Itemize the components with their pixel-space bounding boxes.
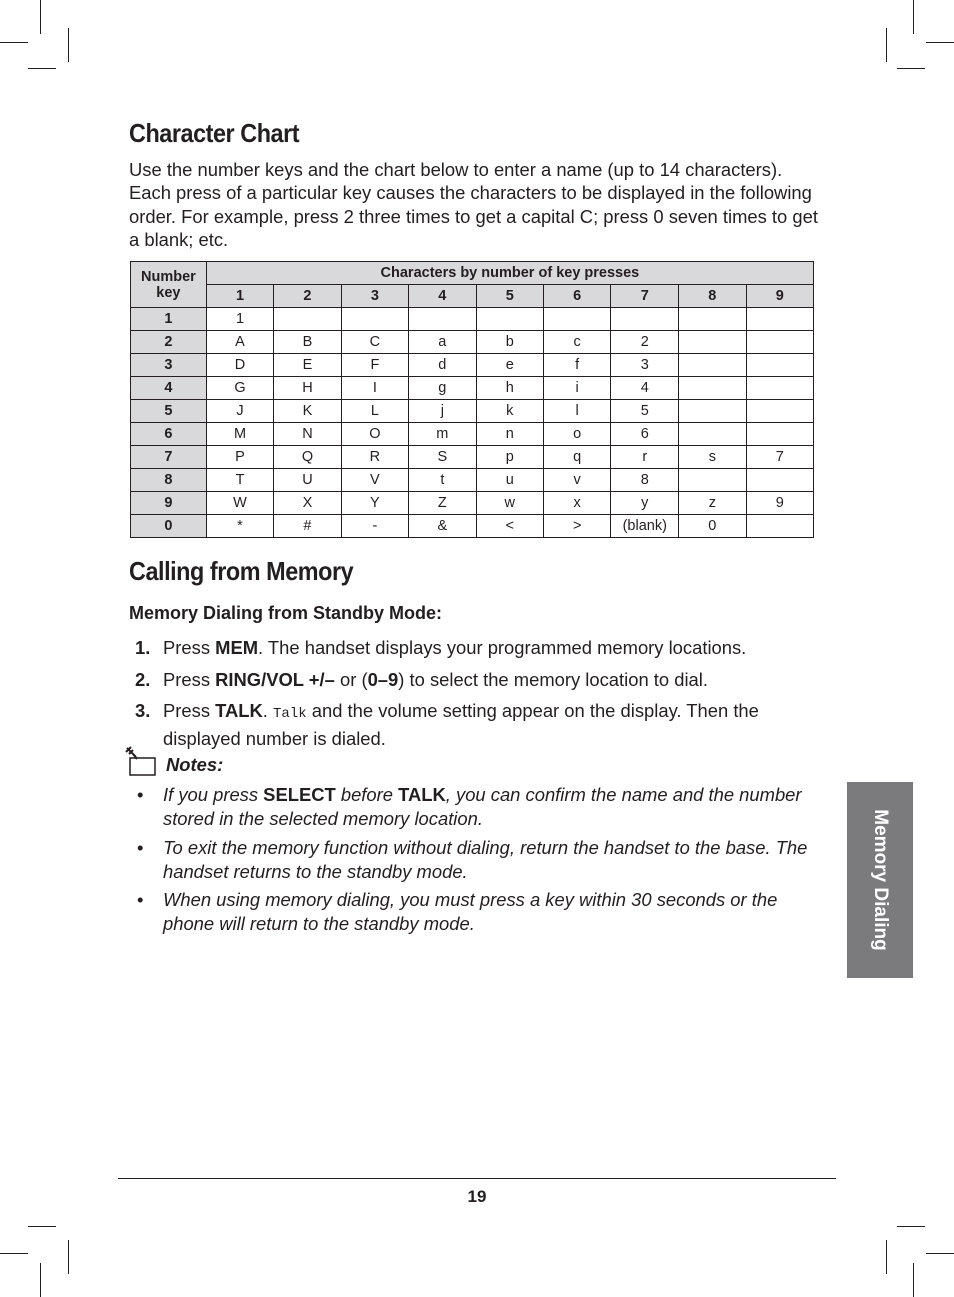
- character-cell: 1: [206, 308, 273, 331]
- table-row: [131, 308, 814, 331]
- step-number: 2.: [135, 669, 151, 690]
- key-name: 0–9: [367, 669, 399, 690]
- press-count-header: 6: [543, 285, 610, 308]
- character-cell: W: [206, 492, 273, 515]
- character-cell: 5: [611, 400, 679, 423]
- character-cell: 6: [611, 423, 679, 446]
- note-pad-icon: [125, 746, 159, 778]
- table-row: [131, 400, 814, 423]
- character-cell: Y: [341, 492, 408, 515]
- number-key-cell: 2: [131, 331, 207, 354]
- character-cell: S: [409, 446, 476, 469]
- key-name: TALK: [398, 784, 446, 805]
- crop-mark: [40, 1263, 41, 1297]
- number-key-cell: 4: [131, 377, 207, 400]
- step-3: 3. Press TALK. Talk and the volume setting appear on the display. Then the displayed number is dialed.: [135, 700, 759, 749]
- character-cell: &: [409, 515, 476, 538]
- character-cell: l: [543, 400, 610, 423]
- crop-mark: [0, 1253, 28, 1254]
- character-cell: [679, 308, 746, 331]
- character-cell: o: [543, 423, 610, 446]
- key-presses-header: Characters by number of key presses: [206, 262, 813, 285]
- number-key-cell: 6: [131, 423, 207, 446]
- chart-body: [131, 308, 814, 538]
- character-cell: r: [611, 446, 679, 469]
- character-cell: e: [476, 354, 543, 377]
- character-cell: [679, 423, 746, 446]
- character-chart-intro: Use the number keys and the chart below to enter a name (up to 14 characters). Each press of a particular key causes the characters to be displayed in the following order. For example, press 2 three times to get a capital C; press 0 seven times to get a blank; etc.: [129, 159, 818, 250]
- character-cell: O: [341, 423, 408, 446]
- character-cell: Z: [409, 492, 476, 515]
- character-cell: M: [206, 423, 273, 446]
- character-cell: X: [274, 492, 341, 515]
- side-tab-label: Memory Dialing: [870, 809, 891, 951]
- crop-mark: [886, 1240, 887, 1274]
- bullet: •: [137, 889, 144, 910]
- crop-mark: [913, 1263, 914, 1297]
- standby-mode-subheading: Memory Dialing from Standby Mode:: [129, 603, 443, 623]
- character-cell: 3: [611, 354, 679, 377]
- character-cell: t: [409, 469, 476, 492]
- step-number: 3.: [135, 700, 151, 721]
- crop-mark: [40, 0, 41, 34]
- character-cell: x: [543, 492, 610, 515]
- character-cell: [341, 308, 408, 331]
- table-row: [131, 446, 814, 469]
- bullet: •: [137, 837, 144, 858]
- footer-rule: [118, 1178, 836, 1179]
- character-cell: z: [679, 492, 746, 515]
- character-cell: Q: [274, 446, 341, 469]
- character-cell: [746, 469, 813, 492]
- character-cell: [679, 331, 746, 354]
- crop-mark: [68, 28, 69, 62]
- crop-mark: [913, 0, 914, 34]
- character-cell: A: [206, 331, 273, 354]
- character-cell: v: [543, 469, 610, 492]
- character-cell: T: [206, 469, 273, 492]
- character-cell: y: [611, 492, 679, 515]
- character-cell: J: [206, 400, 273, 423]
- step-number: 1.: [135, 637, 151, 658]
- crop-mark: [926, 42, 954, 43]
- character-cell: [746, 331, 813, 354]
- table-row: [131, 423, 814, 446]
- character-cell: G: [206, 377, 273, 400]
- character-cell: C: [341, 331, 408, 354]
- calling-from-memory-title: Calling from Memory: [129, 556, 354, 586]
- character-cell: K: [274, 400, 341, 423]
- character-cell: i: [543, 377, 610, 400]
- character-cell: [746, 400, 813, 423]
- character-cell: >: [543, 515, 610, 538]
- crop-mark: [897, 68, 925, 69]
- note-item: • To exit the memory function without dialing, return the handset to the base. The handset returns to the standby mode.: [137, 837, 808, 882]
- character-cell: N: [274, 423, 341, 446]
- character-cell: [679, 469, 746, 492]
- table-row: [131, 354, 814, 377]
- character-cell: q: [543, 446, 610, 469]
- character-cell: j: [409, 400, 476, 423]
- crop-mark: [28, 1226, 56, 1227]
- key-name: RING/VOL +/–: [215, 669, 335, 690]
- character-cell: [679, 400, 746, 423]
- step-2: 2. Press RING/VOL +/– or (0–9) to select the memory location to dial.: [135, 669, 708, 690]
- crop-mark: [28, 68, 56, 69]
- character-cell: a: [409, 331, 476, 354]
- press-count-header: 7: [611, 285, 679, 308]
- number-key-cell: 0: [131, 515, 207, 538]
- character-cell: F: [341, 354, 408, 377]
- character-cell: c: [543, 331, 610, 354]
- character-cell: V: [341, 469, 408, 492]
- notes-heading: [125, 746, 224, 776]
- character-cell: [679, 354, 746, 377]
- character-cell: b: [476, 331, 543, 354]
- key-name: TALK: [215, 700, 263, 721]
- character-cell: 2: [611, 331, 679, 354]
- page-number: 19: [467, 1187, 487, 1206]
- character-cell: 8: [611, 469, 679, 492]
- press-count-header: 4: [409, 285, 476, 308]
- character-cell: #: [274, 515, 341, 538]
- table-row: [131, 515, 814, 538]
- character-cell: P: [206, 446, 273, 469]
- character-cell: g: [409, 377, 476, 400]
- character-cell: D: [206, 354, 273, 377]
- press-count-header: 1: [206, 285, 273, 308]
- character-cell: 7: [746, 446, 813, 469]
- number-key-cell: 3: [131, 354, 207, 377]
- character-cell: R: [341, 446, 408, 469]
- character-cell: [543, 308, 610, 331]
- character-cell: d: [409, 354, 476, 377]
- press-count-header: 5: [476, 285, 543, 308]
- character-cell: [746, 308, 813, 331]
- note-item: • If you press SELECT before TALK, you can confirm the name and the number stored in the selected memory location.: [137, 784, 802, 829]
- character-cell: [746, 377, 813, 400]
- character-cell: [476, 308, 543, 331]
- section-side-tab: [847, 782, 913, 978]
- press-count-header-row: [131, 285, 814, 308]
- bullet: •: [137, 784, 144, 805]
- crop-mark: [0, 42, 28, 43]
- press-count-header: 8: [679, 285, 746, 308]
- number-key-header: Number key: [131, 262, 207, 308]
- character-cell: 4: [611, 377, 679, 400]
- crop-mark: [926, 1253, 954, 1254]
- character-cell: [746, 423, 813, 446]
- character-chart-table: [130, 261, 814, 538]
- character-cell: 9: [746, 492, 813, 515]
- note-item: • When using memory dialing, you must press a key within 30 seconds or the phone will return to the standby mode.: [137, 889, 778, 934]
- character-cell: <: [476, 515, 543, 538]
- key-name: SELECT: [263, 784, 336, 805]
- table-row: [131, 377, 814, 400]
- character-cell: k: [476, 400, 543, 423]
- character-cell: n: [476, 423, 543, 446]
- character-cell: h: [476, 377, 543, 400]
- character-cell: H: [274, 377, 341, 400]
- key-name: MEM: [215, 637, 259, 658]
- display-text: Talk: [273, 706, 307, 722]
- character-cell: U: [274, 469, 341, 492]
- character-cell: L: [341, 400, 408, 423]
- character-cell: (blank): [611, 515, 679, 538]
- number-key-cell: 5: [131, 400, 207, 423]
- character-cell: [746, 354, 813, 377]
- character-chart-title: Character Chart: [129, 118, 300, 148]
- crop-mark: [68, 1240, 69, 1274]
- character-cell: [409, 308, 476, 331]
- character-cell: B: [274, 331, 341, 354]
- crop-mark: [897, 1226, 925, 1227]
- step-1: 1. Press MEM. The handset displays your programmed memory locations.: [135, 637, 747, 658]
- press-count-header: 9: [746, 285, 813, 308]
- number-key-cell: 8: [131, 469, 207, 492]
- character-cell: s: [679, 446, 746, 469]
- character-cell: u: [476, 469, 543, 492]
- character-cell: w: [476, 492, 543, 515]
- character-cell: *: [206, 515, 273, 538]
- character-cell: E: [274, 354, 341, 377]
- number-key-cell: 7: [131, 446, 207, 469]
- character-cell: [274, 308, 341, 331]
- character-cell: f: [543, 354, 610, 377]
- notes-label: Notes:: [166, 754, 224, 775]
- character-cell: [611, 308, 679, 331]
- press-count-header: 3: [341, 285, 408, 308]
- character-cell: p: [476, 446, 543, 469]
- character-cell: m: [409, 423, 476, 446]
- character-cell: [679, 377, 746, 400]
- number-key-cell: 1: [131, 308, 207, 331]
- table-row: [131, 469, 814, 492]
- character-cell: I: [341, 377, 408, 400]
- character-cell: 0: [679, 515, 746, 538]
- character-cell: [746, 515, 813, 538]
- table-row: [131, 492, 814, 515]
- character-cell: -: [341, 515, 408, 538]
- crop-mark: [886, 28, 887, 62]
- table-row: [131, 331, 814, 354]
- press-count-header: 2: [274, 285, 341, 308]
- number-key-cell: 9: [131, 492, 207, 515]
